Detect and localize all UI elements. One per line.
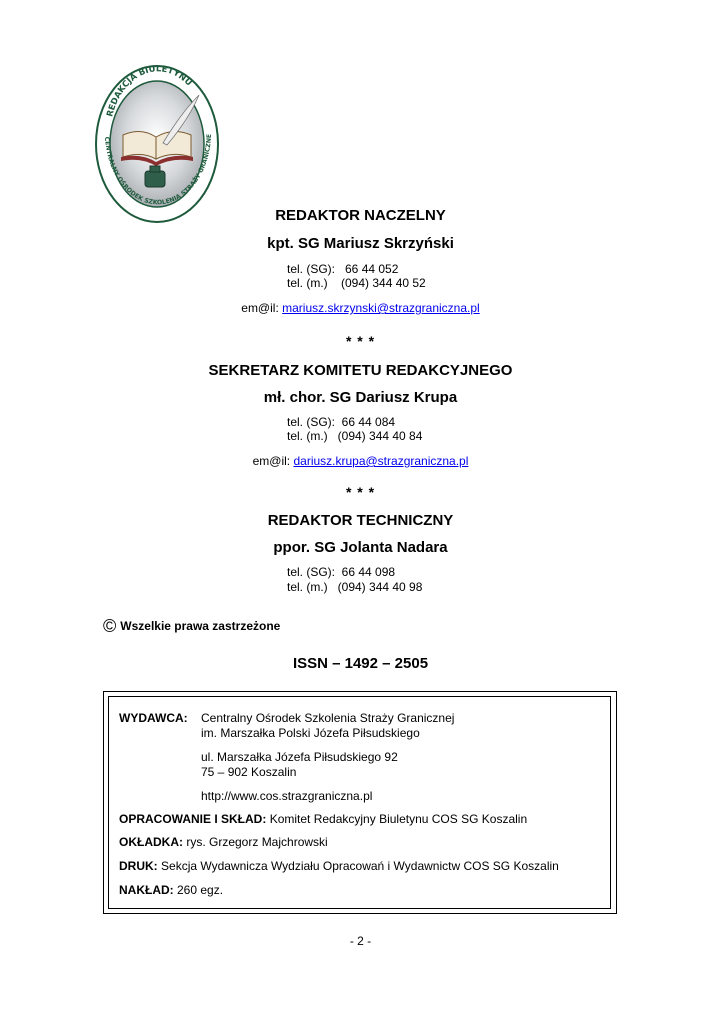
website-link[interactable]: http://www.cos.strazgraniczna.pl — [201, 789, 373, 803]
issn: ISSN – 1492 – 2505 — [292, 655, 429, 672]
secretary-tel-sg: tel. (SG): 66 44 084 — [287, 415, 396, 429]
circulation-label: NAKŁAD: — [119, 883, 174, 897]
editor-in-chief-name: kpt. SG Mariusz Skrzyński — [267, 235, 454, 252]
logo-ring-bottom-text: CENTRALNY OŚRODEK SZKOLENIA STRAŻY GRANICZNE — [103, 133, 214, 207]
publisher-line-1: Centralny Ośrodek Szkolenia Straży Granicznej — [201, 711, 455, 725]
separator-stars: * * * — [345, 333, 376, 349]
circulation-value: 260 egz. — [177, 883, 224, 897]
secretary-email-line — [0, 454, 721, 469]
print-credit — [119, 859, 559, 874]
editor-in-chief-tel-m: tel. (m.) (094) 344 40 52 — [287, 276, 426, 290]
email-label: em@il: — [252, 454, 291, 468]
editorial-logo — [93, 63, 221, 225]
secretary-name: mł. chor. SG Dariusz Krupa — [263, 389, 458, 406]
secretary-role: SEKRETARZ KOMITETU REDAKCYJNEGO — [208, 362, 513, 379]
secretary-tel-m: tel. (m.) (094) 344 40 84 — [287, 429, 423, 443]
logo-ring-top-text: REDAKCJA BIULETYNU — [105, 64, 194, 118]
circulation-credit — [119, 883, 223, 898]
technical-editor-tel-sg: tel. (SG): 66 44 098 — [287, 565, 396, 579]
technical-editor-name: ppor. SG Jolanta Nadara — [273, 539, 448, 556]
copyright-icon: © — [103, 616, 117, 636]
email-label: em@il: — [241, 301, 279, 315]
publisher-label: WYDAWCA: — [119, 711, 188, 725]
address-line-1: ul. Marszałka Józefa Piłsudskiego 92 — [201, 750, 398, 764]
editor-in-chief-email-link[interactable]: mariusz.skrzynski@strazgraniczna.pl — [282, 301, 480, 315]
address-line-2: 75 – 902 Koszalin — [201, 765, 297, 779]
layout-credit — [119, 812, 527, 827]
page-number: - 2 - — [349, 934, 372, 948]
layout-label: OPRACOWANIE I SKŁAD: — [119, 812, 267, 826]
print-label: DRUK: — [119, 859, 158, 873]
separator-stars: * * * — [345, 484, 376, 500]
copyright-text: Wszelkie prawa zastrzeżone — [120, 619, 281, 633]
layout-value: Komitet Redakcyjny Biuletynu COS SG Koszalin — [269, 812, 528, 826]
editor-in-chief-tel-sg: tel. (SG): 66 44 052 — [287, 262, 399, 276]
publisher-line-2: im. Marszałka Polski Józefa Piłsudskiego — [201, 726, 420, 740]
cover-label: OKŁADKA: — [119, 835, 183, 849]
cover-value: rys. Grzegorz Majchrowski — [186, 835, 328, 849]
editor-in-chief-role: REDAKTOR NACZELNY — [275, 207, 446, 224]
secretary-email-link[interactable]: dariusz.krupa@strazgraniczna.pl — [293, 454, 469, 468]
technical-editor-tel-m: tel. (m.) (094) 344 40 98 — [287, 580, 423, 594]
print-value: Sekcja Wydawnicza Wydziału Opracowań i Wydawnictw COS SG Koszalin — [161, 859, 559, 873]
cover-credit — [119, 835, 328, 850]
editor-in-chief-email-line — [0, 301, 721, 316]
technical-editor-role: REDAKTOR TECHNICZNY — [267, 512, 454, 529]
copyright-notice — [103, 616, 280, 637]
